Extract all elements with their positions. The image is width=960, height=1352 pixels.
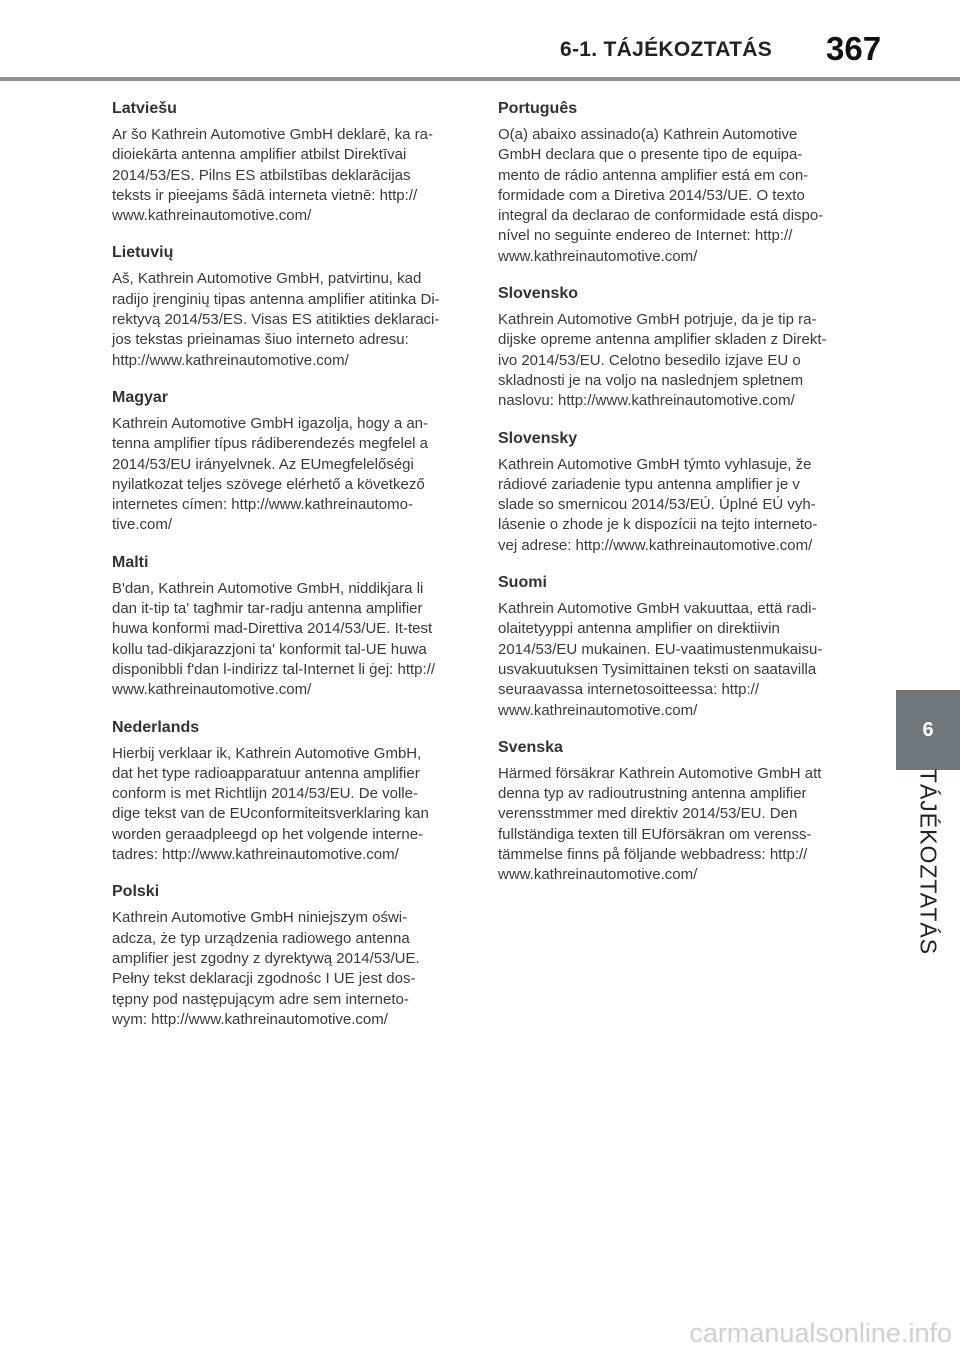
language-section [112,244,464,370]
text-line: mento de rádio antenna amplifier está em con- [498,166,809,184]
declaration-text [112,125,464,226]
language-heading: Slovensky [498,429,578,447]
language-heading: Slovensko [498,285,579,303]
text-line: dan it-tip ta' tagħmir tar-radju antenna amplifier [112,600,423,618]
language-heading: Svenska [498,738,563,756]
text-line: Hierbij verklaar ik, Kathrein Automotive GmbH, [112,744,422,762]
language-section [112,719,464,866]
text-line: B'dan, Kathrein Automotive GmbH, niddikjara li [112,579,424,597]
text-line: Härmed försäkrar Kathrein Automotive GmbH att [498,764,822,782]
text-line: Ar šo Kathrein Automotive GmbH deklarē, ka ra- [112,126,433,143]
text-line: naslovu: http://www.kathreinautomotive.com/ [498,392,795,410]
page-number: 367 [826,30,882,67]
language-heading: Nederlands [112,718,200,736]
text-line: radijo įrenginių tipas antenna amplifier atitinka Di- [112,290,440,308]
declaration-text [498,599,850,721]
text-line: conform is met Richtlijn 2014/53/EU. De volle- [112,785,418,803]
text-line: ivo 2014/53/EU. Celotno besedilo izjave EU o [498,351,801,369]
chapter-tab-number: 6 [922,718,934,741]
language-heading: Lietuvių [112,244,174,262]
text-line: 2014/53/EU mukainen. EU-vaatimustenmukaisu- [498,640,823,658]
text-line: www.kathreinautomotive.com/ [498,866,698,884]
declaration-text [498,310,850,411]
text-line: vej adrese: http://www.kathreinautomotive.com/ [498,536,813,554]
language-section [498,100,850,267]
text-line: tadres: http://www.kathreinautomotive.com/ [112,846,399,864]
text-line: jos tekstas prieinamas šiuo interneto adresu: [112,331,409,349]
text-line: Aš, Kathrein Automotive GmbH, patvirtinu, kad [112,270,422,288]
text-line: wym: http://www.kathreinautomotive.com/ [112,1010,388,1028]
text-line: teksts ir pieejams šādā interneta vietnē: http:// [112,186,418,204]
text-line: fullständiga texten till EUförsäkran om verenss- [498,825,812,843]
declaration-text [498,455,850,556]
text-line: www.kathreinautomotive.com/ [498,247,698,265]
declaration-text [112,744,464,866]
text-line: tämmelse finns på följande webbadress: http:// [498,846,808,864]
text-line: rádiové zariadenie typu antenna amplifier je v [498,475,800,493]
text-line: kollu tad-dikjarazzjoni ta' konformit tal-UE huwa [112,640,427,658]
header-divider [0,77,960,81]
text-line: 2014/53/EU irányelvnek. Az EUmegfelelőségi [112,455,414,473]
language-heading: Latviešu [112,100,177,117]
watermark: carmanualsonline.info [689,1318,952,1348]
language-section [498,285,850,411]
text-line: Kathrein Automotive GmbH potrjuje, da je tip ra- [498,311,817,329]
text-line: Kathrein Automotive GmbH týmto vyhlasuje, že [498,455,812,473]
text-line: adcza, że typ urządzenia radiowego antenna [112,929,410,947]
language-section [112,883,464,1030]
text-line: seuraavassa internetosoitteessa: http:// [498,681,759,699]
text-line: Pełny tekst deklaracji zgodnośc I UE jest dos- [112,970,416,988]
language-heading: Magyar [112,388,169,406]
text-line: slade so smernicou 2014/53/EÚ. Úplné EÚ vyh- [498,496,816,514]
declaration-text [112,269,464,370]
text-line: O(a) abaixo assinado(a) Kathrein Automotive [498,126,798,143]
text-line: lásenie o zhode je k dispozícii na tejto interneto- [498,516,818,534]
text-line: Kathrein Automotive GmbH niniejszym oświ- [112,909,408,927]
chapter-title: 6-1. TÁJÉKOZTATÁS [560,38,773,61]
language-heading: Malti [112,553,149,571]
text-line: nyilatkozat teljes szövege elérhető a következő [112,475,425,493]
text-line: formidade com a Diretiva 2014/53/UE. O texto [498,186,805,204]
text-line: www.kathreinautomotive.com/ [112,207,312,225]
text-line: skladnosti je na voljo na naslednjem spletnem [498,371,804,389]
text-line: Kathrein Automotive GmbH igazolja, hogy a an- [112,414,429,432]
text-line: usvakuutuksen Tysimittainen teksti on saatavilla [498,660,817,678]
text-line: rektyvą 2014/53/ES. Visas ES atitikties deklaraci- [112,311,440,329]
declaration-text [498,764,850,886]
declaration-text [498,125,850,267]
text-line: worden geraadpleegd op het volgende interne- [112,825,424,843]
language-section [498,739,850,886]
text-line: internetes címen: http://www.kathreinautomo- [112,496,413,514]
text-line: http://www.kathreinautomotive.com/ [112,351,349,369]
text-line: nível no seguinte endereo de Internet: http:// [498,227,793,245]
text-line: dioiekārta antenna amplifier atbilst Direktīvai [112,146,407,164]
text-line: verensstmmer med direktiv 2014/53/EU. Den [498,805,798,823]
text-line: 2014/53/ES. Pilns ES atbilstības deklarācijas [112,166,411,184]
language-section [112,554,464,701]
text-line: dat het type radioapparatuur antenna amplifier [112,764,420,782]
text-line: olaitetyyppi antenna amplifier on direktiivin [498,620,780,638]
chapter-tab-label: TÁJÉKOZTATÁS [915,768,942,956]
text-line: tenna amplifier típus rádiberendezés megfelel a [112,435,429,453]
language-heading: Polski [112,883,160,901]
declaration-text [112,579,464,701]
text-line: www.kathreinautomotive.com/ [498,701,698,719]
text-line: huwa konformi mad-Direttiva 2014/53/UE. It-test [112,620,433,638]
declaration-text [112,908,464,1030]
chapter-tab [896,690,960,770]
right-column [498,100,850,904]
language-section [498,574,850,721]
text-line: tępny pod następującym adre sem interneto- [112,990,409,1008]
language-heading: Suomi [498,574,547,592]
text-line: dige tekst van de EUconformiteitsverklaring kan [112,805,429,823]
text-line: Kathrein Automotive GmbH vakuuttaa, että radi- [498,600,817,618]
text-line: GmbH declara que o presente tipo de equipa- [498,146,803,164]
language-section [112,389,464,536]
text-line: tive.com/ [112,516,173,534]
language-heading: Português [498,100,578,117]
text-line: amplifier jest zgodny z dyrektywą 2014/53/UE. [112,949,420,967]
text-line: disponibbli f'dan l-indirizz tal-Internet li ġej: http:// [112,660,436,678]
language-section [112,100,464,226]
declaration-text [112,414,464,536]
text-line: www.kathreinautomotive.com/ [112,681,312,699]
language-section [498,430,850,556]
text-line: integral da declarao de conformidade está dispo- [498,207,824,225]
text-line: dijske opreme antenna amplifier skladen z Direkt- [498,331,827,349]
text-line: denna typ av radioutrustning antenna amplifier [498,785,807,803]
left-column [112,100,464,1048]
